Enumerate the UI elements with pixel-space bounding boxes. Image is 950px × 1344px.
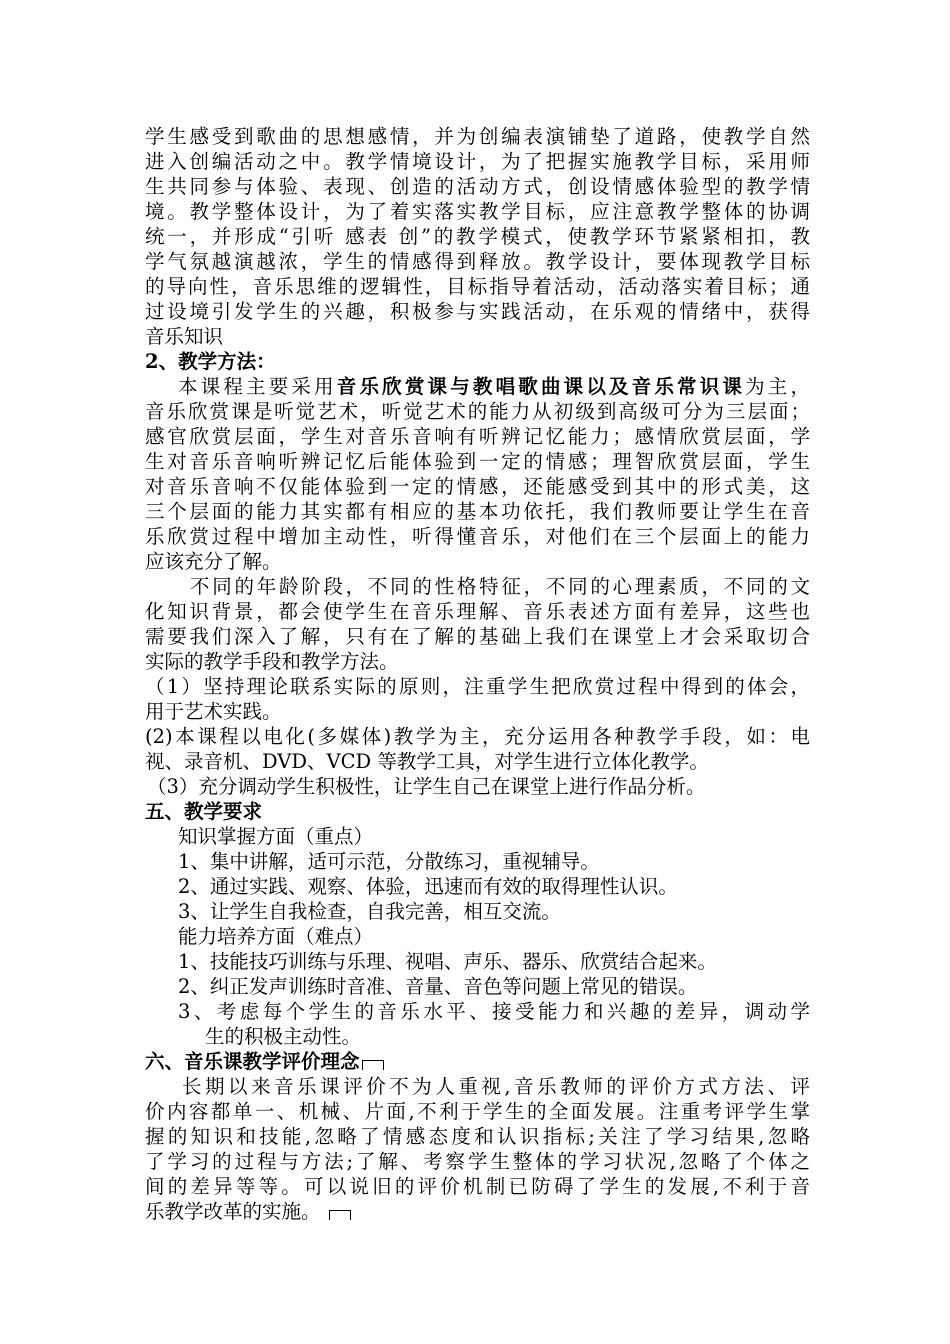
methods-line: 应该充分了解。: [145, 550, 282, 573]
intro-line: 生共同参与体验、表现、创造的活动方式，创设情感体验型的教学情: [145, 175, 810, 198]
knowledge-item: 1、集中讲解，适可示范，分散练习，重视辅导。: [178, 850, 600, 873]
methods-line: 三个层面的能力其实都有相应的基本功依托，我们教师要让学生在音: [145, 500, 810, 523]
methods-para2-line: 化知识背景，都会使学生在音乐理解、音乐表述方面有差异，这些也: [145, 600, 810, 623]
evaluation-line: 价内容都单一、机械、片面,不利于学生的全面发展。注重考评学生掌: [145, 1100, 810, 1123]
ability-item: 1、技能技巧训练与乐理、视唱、声乐、器乐、欣赏结合起来。: [178, 950, 717, 973]
intro-line: 进入创编活动之中。教学情境设计，为了把握实施教学目标，采用师: [145, 150, 810, 173]
evaluation-line: 了学习的过程与方法;了解、考察学生整体的学习状况,忽略了个体之: [145, 1150, 810, 1173]
intro-line: 统一，并形成“引听 感表 创”的教学模式，使教学环节紧紧相扣，教: [145, 225, 810, 248]
paragraph-mark-icon: [362, 1060, 384, 1070]
ability-item: 生的积极主动性。: [205, 1025, 362, 1048]
methods-item: （3）充分调动学生积极性，让学生自己在课堂上进行作品分析。: [147, 775, 706, 798]
evaluation-heading-text: 六、音乐课教学评价理念: [145, 1050, 360, 1073]
intro-line: 音乐知识: [145, 325, 224, 348]
section-heading-evaluation: [145, 1050, 810, 1074]
methods-item: 视、录音机、DVD、VCD 等教学工具，对学生进行立体化教学。: [145, 750, 709, 773]
paragraph-mark-icon: [329, 1210, 351, 1220]
knowledge-title: 知识掌握方面（重点）: [178, 825, 374, 848]
intro-line: 过设境引发学生的兴趣，积极参与实践活动，在乐观的情绪中，获得: [145, 300, 810, 323]
section-heading-requirements: 五、教学要求: [145, 800, 263, 823]
intro-line: 学生感受到歌曲的思想感情，并为创编表演铺垫了道路，使教学自然: [145, 125, 810, 148]
methods-line: 生对音乐音响听辨记忆后能体验到一定的情感；理智欣赏层面，学生: [145, 450, 810, 473]
evaluation-line: 间的差异等等。可以说旧的评价机制已防碍了学生的发展,不利于音: [145, 1175, 810, 1198]
methods-line: 音乐欣赏课是听觉艺术，听觉艺术的能力从初级到高级可分为三层面；: [145, 400, 810, 423]
methods-item: 用于艺术实践。: [145, 700, 282, 723]
methods-line: 乐欣赏过程中增加主动性，听得懂音乐，对他们在三个层面上的能力: [145, 525, 810, 548]
evaluation-line: 握的知识和技能,忽略了情感态度和认识指标;关注了学习结果,忽略: [145, 1125, 810, 1148]
evaluation-line: 长期以来音乐课评价不为人重视,音乐教师的评价方式方法、评: [182, 1075, 810, 1098]
methods-para2-line: 需要我们深入了解，只有在了解的基础上我们在课堂上才会采取切合: [145, 625, 810, 648]
ability-title: 能力培养方面（难点）: [178, 925, 374, 948]
methods-item: （1）坚持理论联系实际的原则，注重学生把欣赏过程中得到的体会，: [145, 675, 810, 698]
knowledge-item: 3、让学生自我检查，自我完善，相互交流。: [178, 900, 561, 923]
methods-para2-line: 实际的教学手段和教学方法。: [145, 650, 399, 673]
methods-first-line-start: 本课程主要采用: [178, 375, 337, 398]
methods-first-line: [178, 375, 810, 399]
methods-first-line-end: 为主，: [745, 375, 810, 398]
section-heading-methods: 2、教学方法：: [145, 350, 276, 373]
intro-line: 的导向性，音乐思维的逻辑性，目标指导着活动，活动落实着目标；通: [145, 275, 810, 298]
knowledge-item: 2、通过实践、观察、体验，迅速而有效的取得理性认识。: [178, 875, 678, 898]
evaluation-last-line: [145, 1200, 810, 1224]
methods-line: 感官欣赏层面，学生对音乐音响有听辨记忆能力；感情欣赏层面，学: [145, 425, 810, 448]
intro-line: 学气氛越演越浓，学生的情感得到释放。教学设计，要体现教学目标: [145, 250, 810, 273]
methods-line: 对音乐音响不仅能体验到一定的情感，还能感受到其中的形式美，这: [145, 475, 810, 498]
intro-line: 境。教学整体设计，为了着实落实教学目标，应注意教学整体的协调: [145, 200, 810, 223]
ability-item: 3、考虑每个学生的音乐水平、接受能力和兴趣的差异，调动学: [178, 1000, 810, 1023]
methods-course-types: 音乐欣赏课与教唱歌曲课以及音乐常识课: [336, 375, 746, 398]
methods-para2-line: 不同的年龄阶段，不同的性格特征，不同的心理素质，不同的文: [190, 575, 810, 598]
methods-item: (2)本课程以电化(多媒体)教学为主，充分运用各种教学手段，如：电: [145, 725, 810, 748]
ability-item: 2、纠正发声训练时音准、音量、音色等问题上常见的错误。: [178, 975, 698, 998]
evaluation-last-text: 乐教学改革的实施。: [145, 1200, 321, 1223]
